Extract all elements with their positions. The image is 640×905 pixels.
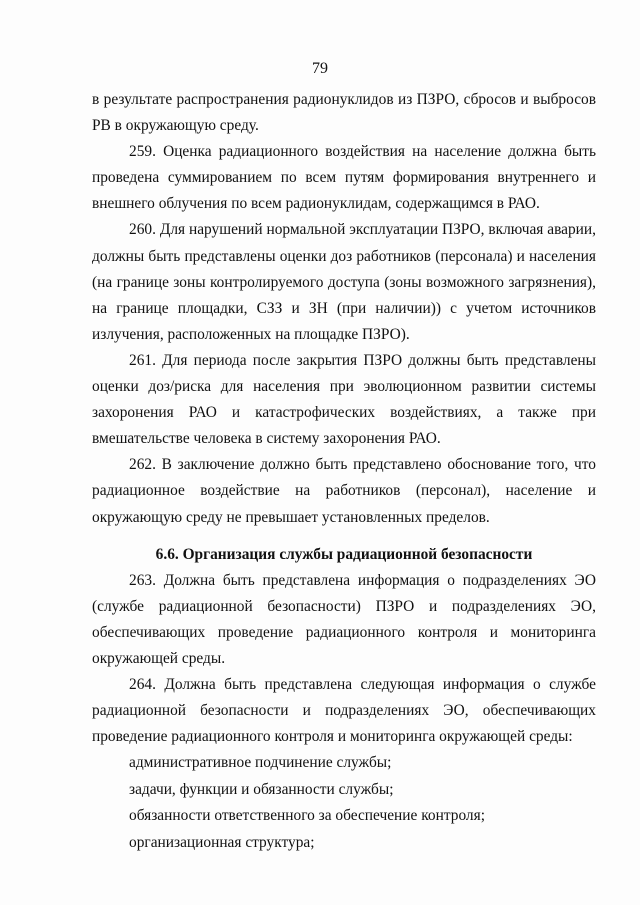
list-item: административное подчинение службы;: [129, 754, 392, 772]
paragraph-259: 259. Оценка радиационного воздействия на население должна быть проведена суммированием по всем путям формирования внутреннего и внешнего облучения по всем радионуклидам, содержащимся в РАО.: [92, 143, 596, 213]
section-heading: 6.6. Организация службы радиационной безопасности: [155, 545, 533, 563]
document-body: [92, 87, 596, 856]
paragraph-continuation: в результате распространения радионуклидов из ПЗРО, сбросов и выбросов РВ в окружающую среду.: [92, 91, 596, 135]
list-item: обязанности ответственного за обеспечение контроля;: [129, 807, 485, 825]
list-item: задачи, функции и обязанности службы;: [129, 780, 394, 798]
list-item: организационная структура;: [129, 833, 315, 851]
paragraph-262: 262. В заключение должно быть представлено обоснование того, что радиационное воздействие на работников (персонал), население и окружающую среду не превышает установленных пределов.: [92, 456, 596, 526]
page-number: 79: [312, 60, 328, 77]
paragraph-261: 261. Для периода после закрытия ПЗРО должны быть представлены оценки доз/риска для населения при эволюционном развитии системы захоронения РАО и катастрофических воздействиях, а также при вмешательстве человека в систему захоронения РАО.: [92, 351, 596, 448]
paragraph-264: 264. Должна быть представлена следующая информация о службе радиационной безопасности и подразделениях ЭО, обеспечивающих проведение радиационного контроля и мониторинга окружающей среды:: [92, 675, 596, 746]
paragraph-263: 263. Должна быть представлена информация о подразделениях ЭО (службе радиационной безопасности) ПЗРО и подразделениях ЭО, обеспечивающих проведение радиационного контроля и мониторинга окружающей среды.: [92, 571, 596, 667]
paragraph-260: 260. Для нарушений нормальной эксплуатации ПЗРО, включая аварии, должны быть представлены оценки доз работников (персонала) и населения (на границе зоны контролируемого доступа (зоны возможного загрязнения), на границе площадки, СЗЗ и ЗН (при наличии)) с учетом источников излучения, расположенных на площадке ПЗРО).: [92, 221, 596, 343]
